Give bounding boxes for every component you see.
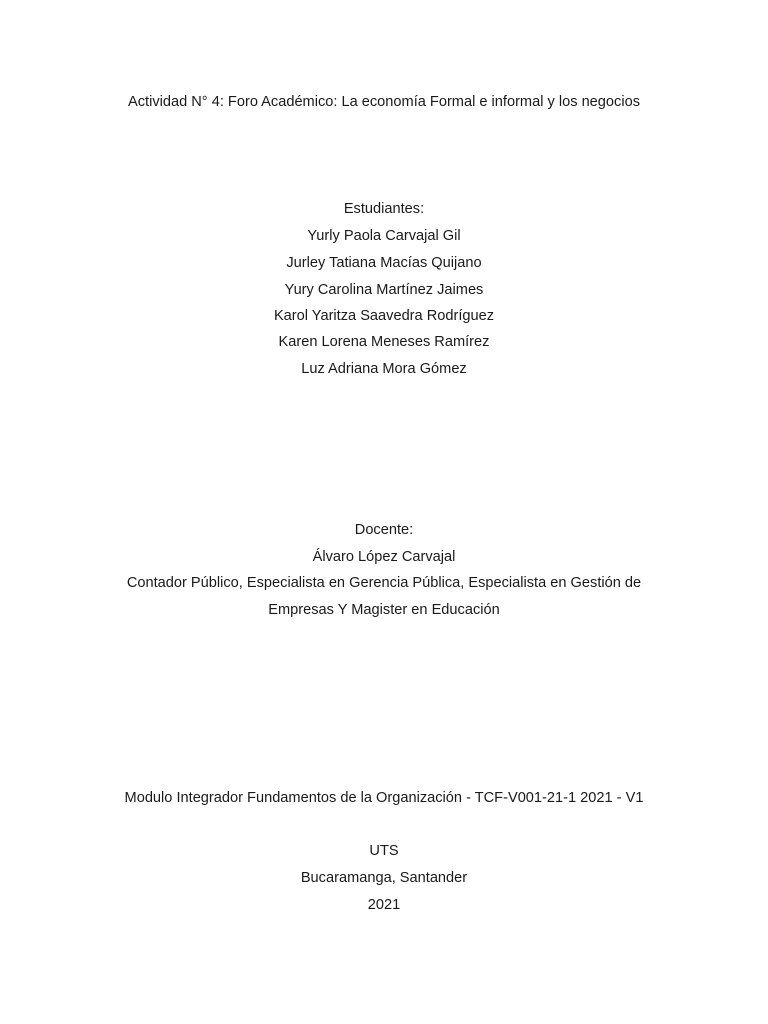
document-title: Actividad N° 4: Foro Académico: La economía Formal e informal y los negocios bbox=[128, 94, 640, 110]
student-name: Karol Yaritza Saavedra Rodríguez bbox=[273, 308, 495, 324]
teacher-name: Álvaro López Carvajal bbox=[312, 549, 456, 565]
institution: UTS bbox=[369, 843, 399, 859]
student-name: Yury Carolina Martínez Jaimes bbox=[284, 282, 484, 298]
location: Bucaramanga, Santander bbox=[300, 870, 468, 886]
student-name: Luz Adriana Mora Gómez bbox=[301, 361, 467, 377]
student-name: Karen Lorena Meneses Ramírez bbox=[278, 334, 490, 350]
students-label: Estudiantes: bbox=[343, 201, 425, 217]
student-name: Jurley Tatiana Macías Quijano bbox=[286, 255, 482, 271]
teacher-credentials-line1: Contador Público, Especialista en Gerencia Pública, Especialista en Gestión de bbox=[126, 575, 642, 591]
student-name: Yurly Paola Carvajal Gil bbox=[307, 228, 461, 244]
teacher-credentials-line2: Empresas Y Magister en Educación bbox=[268, 602, 500, 618]
year: 2021 bbox=[367, 897, 401, 913]
module-name: Modulo Integrador Fundamentos de la Organización - TCF-V001-21-1 2021 - V1 bbox=[124, 790, 644, 806]
teacher-label: Docente: bbox=[354, 522, 414, 538]
